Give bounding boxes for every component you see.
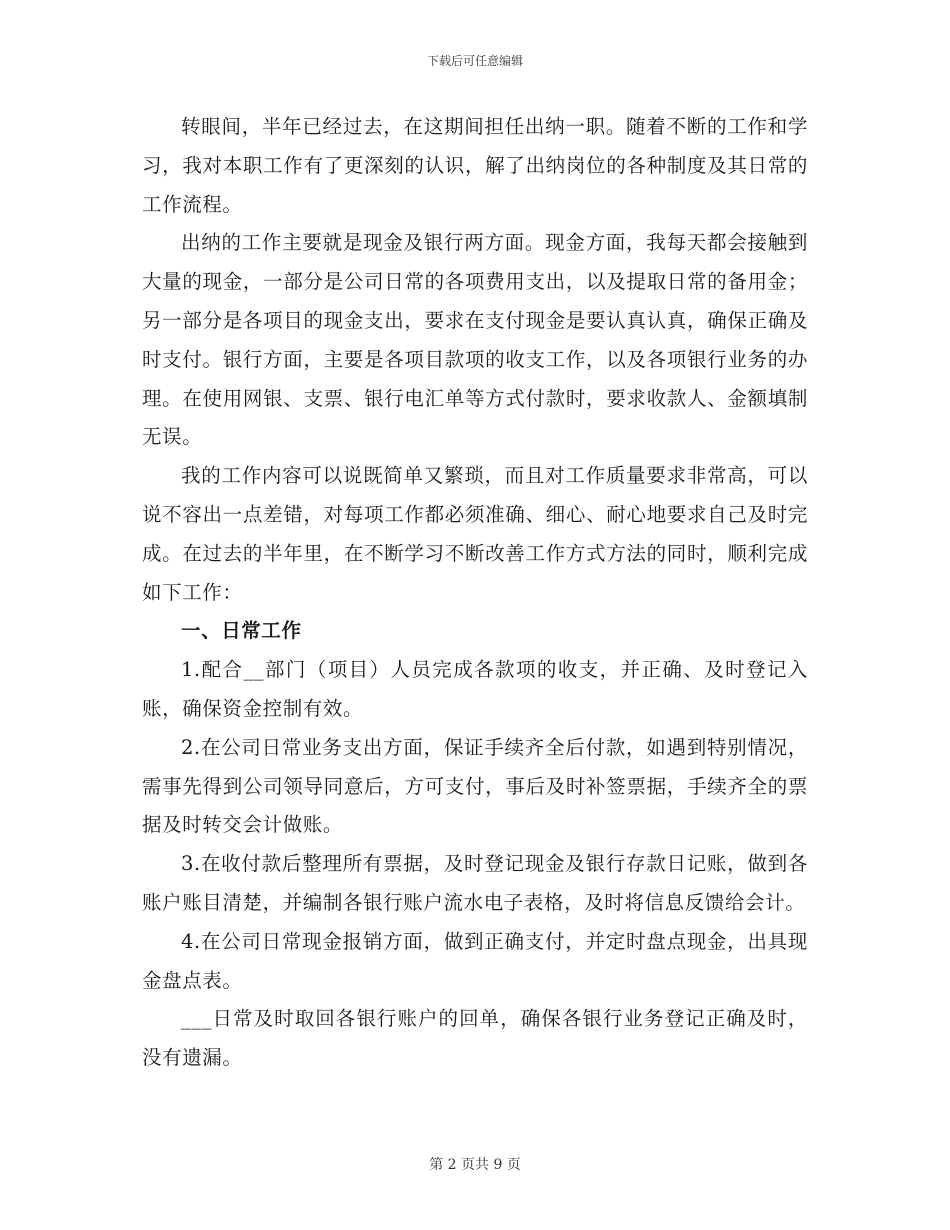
page-header: 下载后可任意编辑 — [426, 54, 523, 68]
list-item-5: ___日常及时取回各银行账户的回单，确保各银行业务登记正确及时，没有遗漏。 — [142, 1007, 808, 1070]
list-item-2: 2.在公司日常业务支出方面，保证手续齐全后付款，如遇到特别情况，需事先得到公司领导同意后，方可支付，事后及时补签票据，手续齐全的票据及时转交会计做账。 — [142, 735, 808, 837]
section-heading-daily-work: 一、日常工作 — [181, 619, 302, 643]
list-item-3: 3.在收付款后整理所有票据，及时登记现金及银行存款日记账，做到各账户账目清楚，并编制各银行账户流水电子表格，及时将信息反馈给会计。 — [142, 852, 808, 914]
document-body — [142, 108, 808, 1078]
list-item-4: 4.在公司日常现金报销方面，做到正确支付，并定时盘点现金，出具现金盘点表。 — [142, 929, 808, 992]
page-number-footer: 第 2 页共 9 页 — [429, 1157, 521, 1173]
paragraph-work-content: 我的工作内容可以说既简单又繁琐，而且对工作质量要求非常高，可以说不容出一点差错，对每项工作都必须准确、细心、耐心地要求自己及时完成。在过去的半年里，在不断学习不断改善工作方式方法的同时，顺利完成如下工作： — [142, 464, 808, 604]
paragraph-cashier-duties: 出纳的工作主要就是现金及银行两方面。现金方面，我每天都会接触到大量的现金，一部分是公司日常的各项费用支出，以及提取日常的备用金；另一部分是各项目的现金支出，要求在支付现金是要认真认真，确保正确及时支付。银行方面，主要是各项目款项的收支工作，以及各项银行业务的办理。在使用网银、支票、银行电汇单等方式付款时，要求收款人、金额填制无误。 — [142, 231, 808, 449]
list-item-1: 1.配合__部门（项目）人员完成各款项的收支，并正确、及时登记入账，确保资金控制有效。 — [142, 658, 808, 720]
paragraph-intro: 转眼间，半年已经过去，在这期间担任出纳一职。随着不断的工作和学习，我对本职工作有了更深刻的认识，解了出纳岗位的各种制度及其日常的工作流程。 — [142, 115, 808, 216]
